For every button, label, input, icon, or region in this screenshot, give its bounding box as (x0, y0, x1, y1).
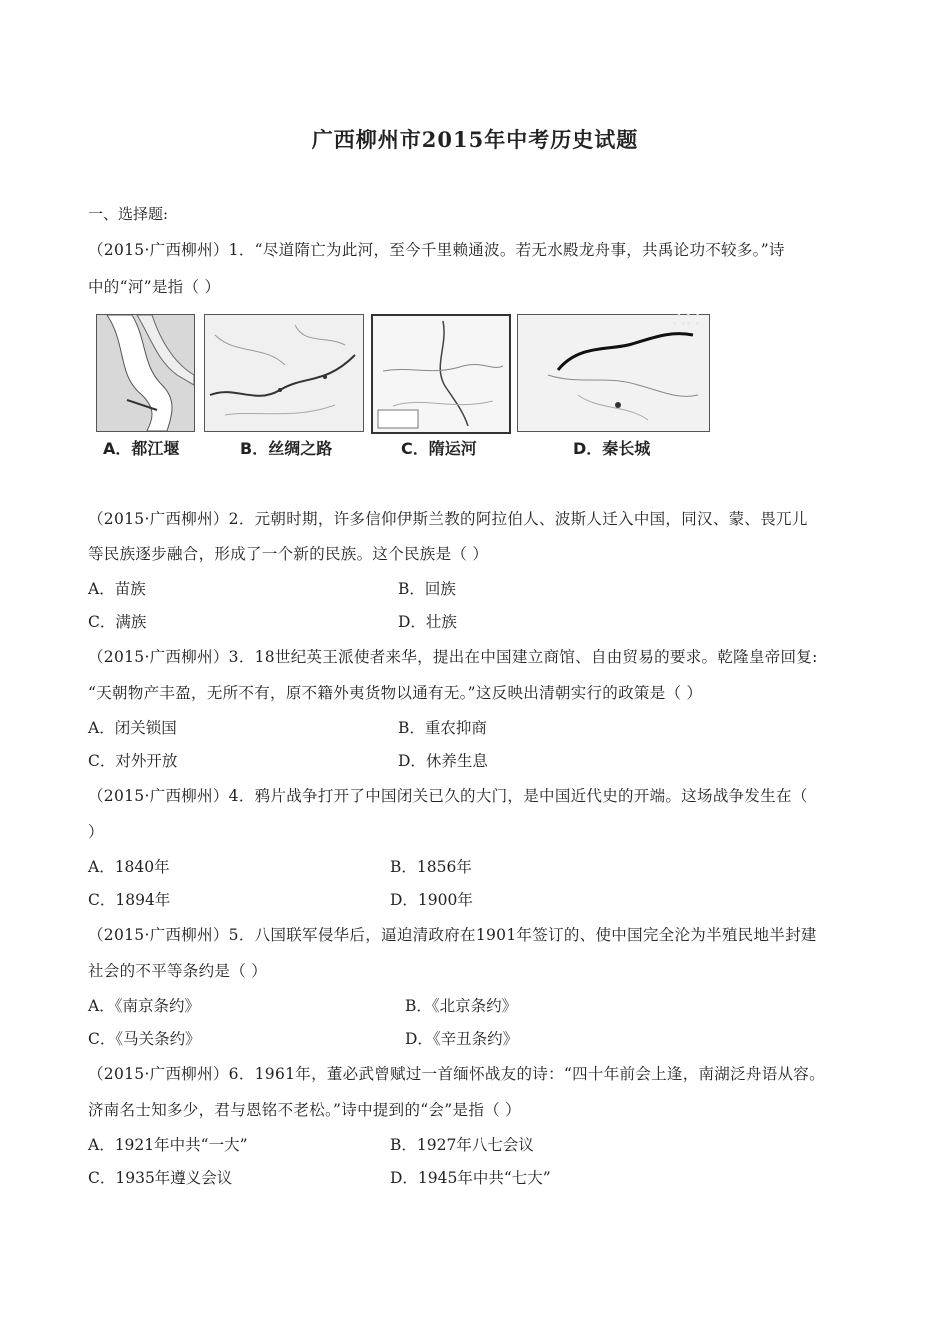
question-1-line-1: （2015·广西柳州）1．“尽道隋亡为此河，至今千里赖通波。若无水殿龙舟事，共禹论功不较多。”诗 (88, 241, 785, 259)
question-2-option-d: D．壮族 (398, 613, 457, 631)
question-3-line-2: “天朝物产丰盈，无所不有，原不籍外夷货物以通有无。”这反映出清朝实行的政策是（ ） (88, 684, 703, 702)
question-3-option-a: A．闭关锁国 (88, 719, 177, 737)
question-2-line-2: 等民族逐步融合，形成了一个新的民族。这个民族是（ ） (88, 545, 489, 563)
question-6-option-c: C．1935年遵义会议 (88, 1169, 233, 1187)
question-4-line-2: ） (88, 823, 104, 841)
watermark-icon: ∴∷ (672, 308, 700, 333)
question-4-line-1: （2015·广西柳州）4．鸦片战争打开了中国闭关已久的大门，是中国近代史的开端。这场战争发生在（ (88, 787, 808, 805)
section-title: 一、选择题: (88, 205, 169, 223)
question-4-option-a: A．1840年 (88, 858, 170, 876)
question-6-option-a: A．1921年中共“一大” (88, 1136, 248, 1154)
question-5-option-a: A．《南京条约》 (88, 997, 200, 1015)
question-4-option-b: B．1856年 (390, 858, 472, 876)
question-3-option-c: C．对外开放 (88, 752, 178, 770)
question-4-option-c: C．1894年 (88, 891, 171, 909)
page-title: 广西柳州市2015年中考历史试题 (311, 127, 639, 152)
map-caption-b: B．丝绸之路 (240, 439, 333, 458)
question-5-option-d: D．《辛丑条约》 (405, 1030, 519, 1048)
sui-canal-map-icon (371, 314, 511, 434)
question-6-line-2: 济南名士知多少，君与恩铭不老松。”诗中提到的“会”是指（ ） (88, 1101, 521, 1119)
question-2-option-a: A．苗族 (88, 580, 146, 598)
question-2-line-1: （2015·广西柳州）2．元朝时期，许多信仰伊斯兰教的阿拉伯人、波斯人迁入中国，同汉、蒙、畏兀儿 (88, 510, 808, 528)
question-3-line-1: （2015·广西柳州）3．18世纪英王派使者来华，提出在中国建立商馆、自由贸易的要求。乾隆皇帝回复: (88, 648, 818, 666)
question-5-line-1: （2015·广西柳州）5．八国联军侵华后，逼迫清政府在1901年签订的、使中国完全沦为半殖民地半封建 (88, 926, 817, 944)
silk-road-map-icon (204, 314, 364, 432)
question-5-option-b: B．《北京条约》 (405, 997, 518, 1015)
map-caption-c: C．隋运河 (401, 439, 477, 458)
question-4-option-d: D．1900年 (390, 891, 473, 909)
question-2-option-b: B．回族 (398, 580, 456, 598)
question-6-option-d: D．1945年中共“七大” (390, 1169, 551, 1187)
dujiangyan-map-icon (96, 314, 195, 432)
map-caption-a: A．都江堰 (103, 439, 180, 458)
question-5-option-c: C．《马关条约》 (88, 1030, 201, 1048)
question-1-line-2: 中的“河”是指（ ） (88, 278, 221, 296)
question-2-option-c: C．满族 (88, 613, 147, 631)
question-3-option-d: D．休养生息 (398, 752, 488, 770)
question-6-line-1: （2015·广西柳州）6．1961年，董必武曾赋过一首缅怀战友的诗：“四十年前会上逢，南湖泛舟语从容。 (88, 1065, 825, 1083)
question-3-option-b: B．重农抑商 (398, 719, 487, 737)
question-5-line-2: 社会的不平等条约是（ ） (88, 962, 268, 980)
map-caption-d: D．秦长城 (573, 439, 651, 458)
question-6-option-b: B．1927年八七会议 (390, 1136, 534, 1154)
